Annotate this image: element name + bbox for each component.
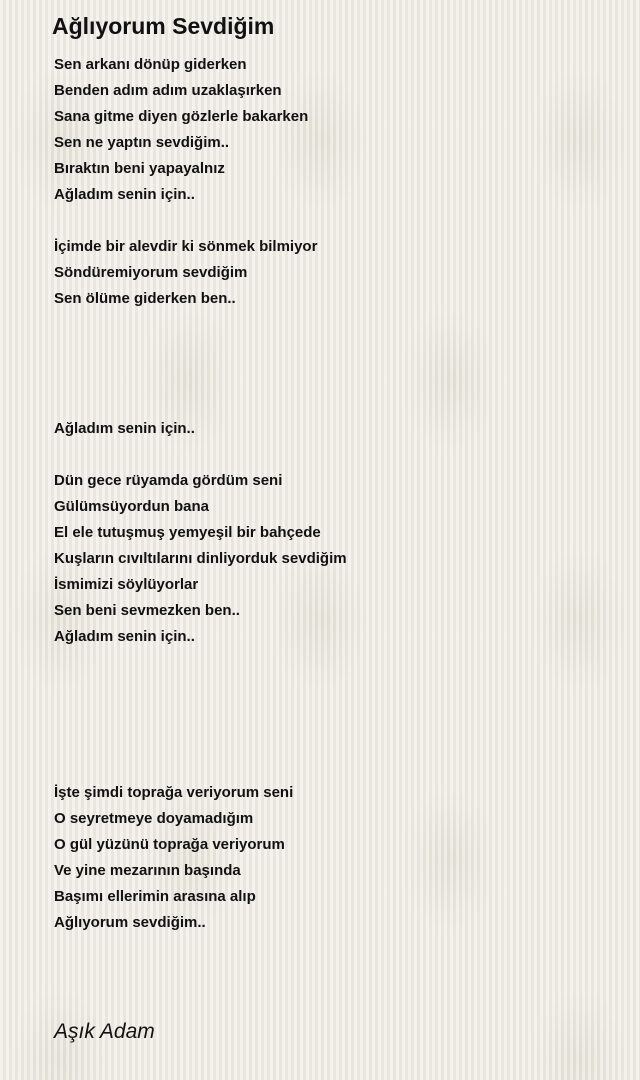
poem-title: Ağlıyorum Sevdiğim (52, 13, 275, 39)
blank-line (54, 728, 614, 754)
poem-line: İsmimizi söylüyorlar (54, 576, 199, 593)
poem-line: O gül yüzünü toprağa veriyorum (54, 836, 285, 853)
blank-line (54, 364, 614, 390)
poem-line: Gülümsüyordun bana (54, 498, 210, 515)
poem-author: Aşık Adam (54, 1020, 155, 1043)
poem-line: Sen ne yaptın sevdiğim.. (54, 134, 230, 151)
poem-line: İçimde bir alevdir ki sönmek bilmiyor (54, 238, 318, 255)
blank-line (54, 390, 614, 416)
poem-line: Sana gitme diyen gözlerle bakarken (54, 108, 309, 125)
poem-line: Sen beni sevmezken ben.. (54, 602, 240, 619)
poem-line: Bıraktın beni yapayalnız (54, 160, 225, 177)
poem-line: El ele tutuşmuş yemyeşil bir bahçede (54, 524, 321, 541)
poem-line: O seyretmeye doyamadığım (54, 810, 254, 827)
poem-line: Ve yine mezarının başında (54, 862, 241, 879)
blank-line (54, 208, 614, 234)
blank-line (54, 312, 614, 338)
poem-line: Ağlıyorum sevdiğim.. (54, 914, 206, 931)
blank-line (54, 702, 614, 728)
blank-line (54, 754, 614, 780)
poem-line: Ağladım senin için.. (54, 628, 195, 645)
blank-line (54, 442, 614, 468)
poem-line: Dün gece rüyamda gördüm seni (54, 472, 283, 489)
poem-line: Ağladım senin için.. (54, 186, 195, 203)
poem-line: İşte şimdi toprağa veriyorum seni (54, 784, 294, 801)
poem-line: Ağladım senin için.. (54, 420, 195, 437)
poem-line: Kuşların cıvıltılarını dinliyorduk sevdiğim (54, 550, 347, 567)
poem-line: Söndüremiyorum sevdiğim (54, 264, 248, 281)
poem-line: Benden adım adım uzaklaşırken (54, 82, 282, 99)
blank-line (54, 650, 614, 676)
blank-line (54, 338, 614, 364)
blank-line (54, 676, 614, 702)
poem-line: Başımı ellerimin arasına alıp (54, 888, 256, 905)
poem-body (54, 52, 614, 936)
poem-line: Sen arkanı dönüp giderken (54, 56, 247, 73)
poem-line: Sen ölüme giderken ben.. (54, 290, 236, 307)
